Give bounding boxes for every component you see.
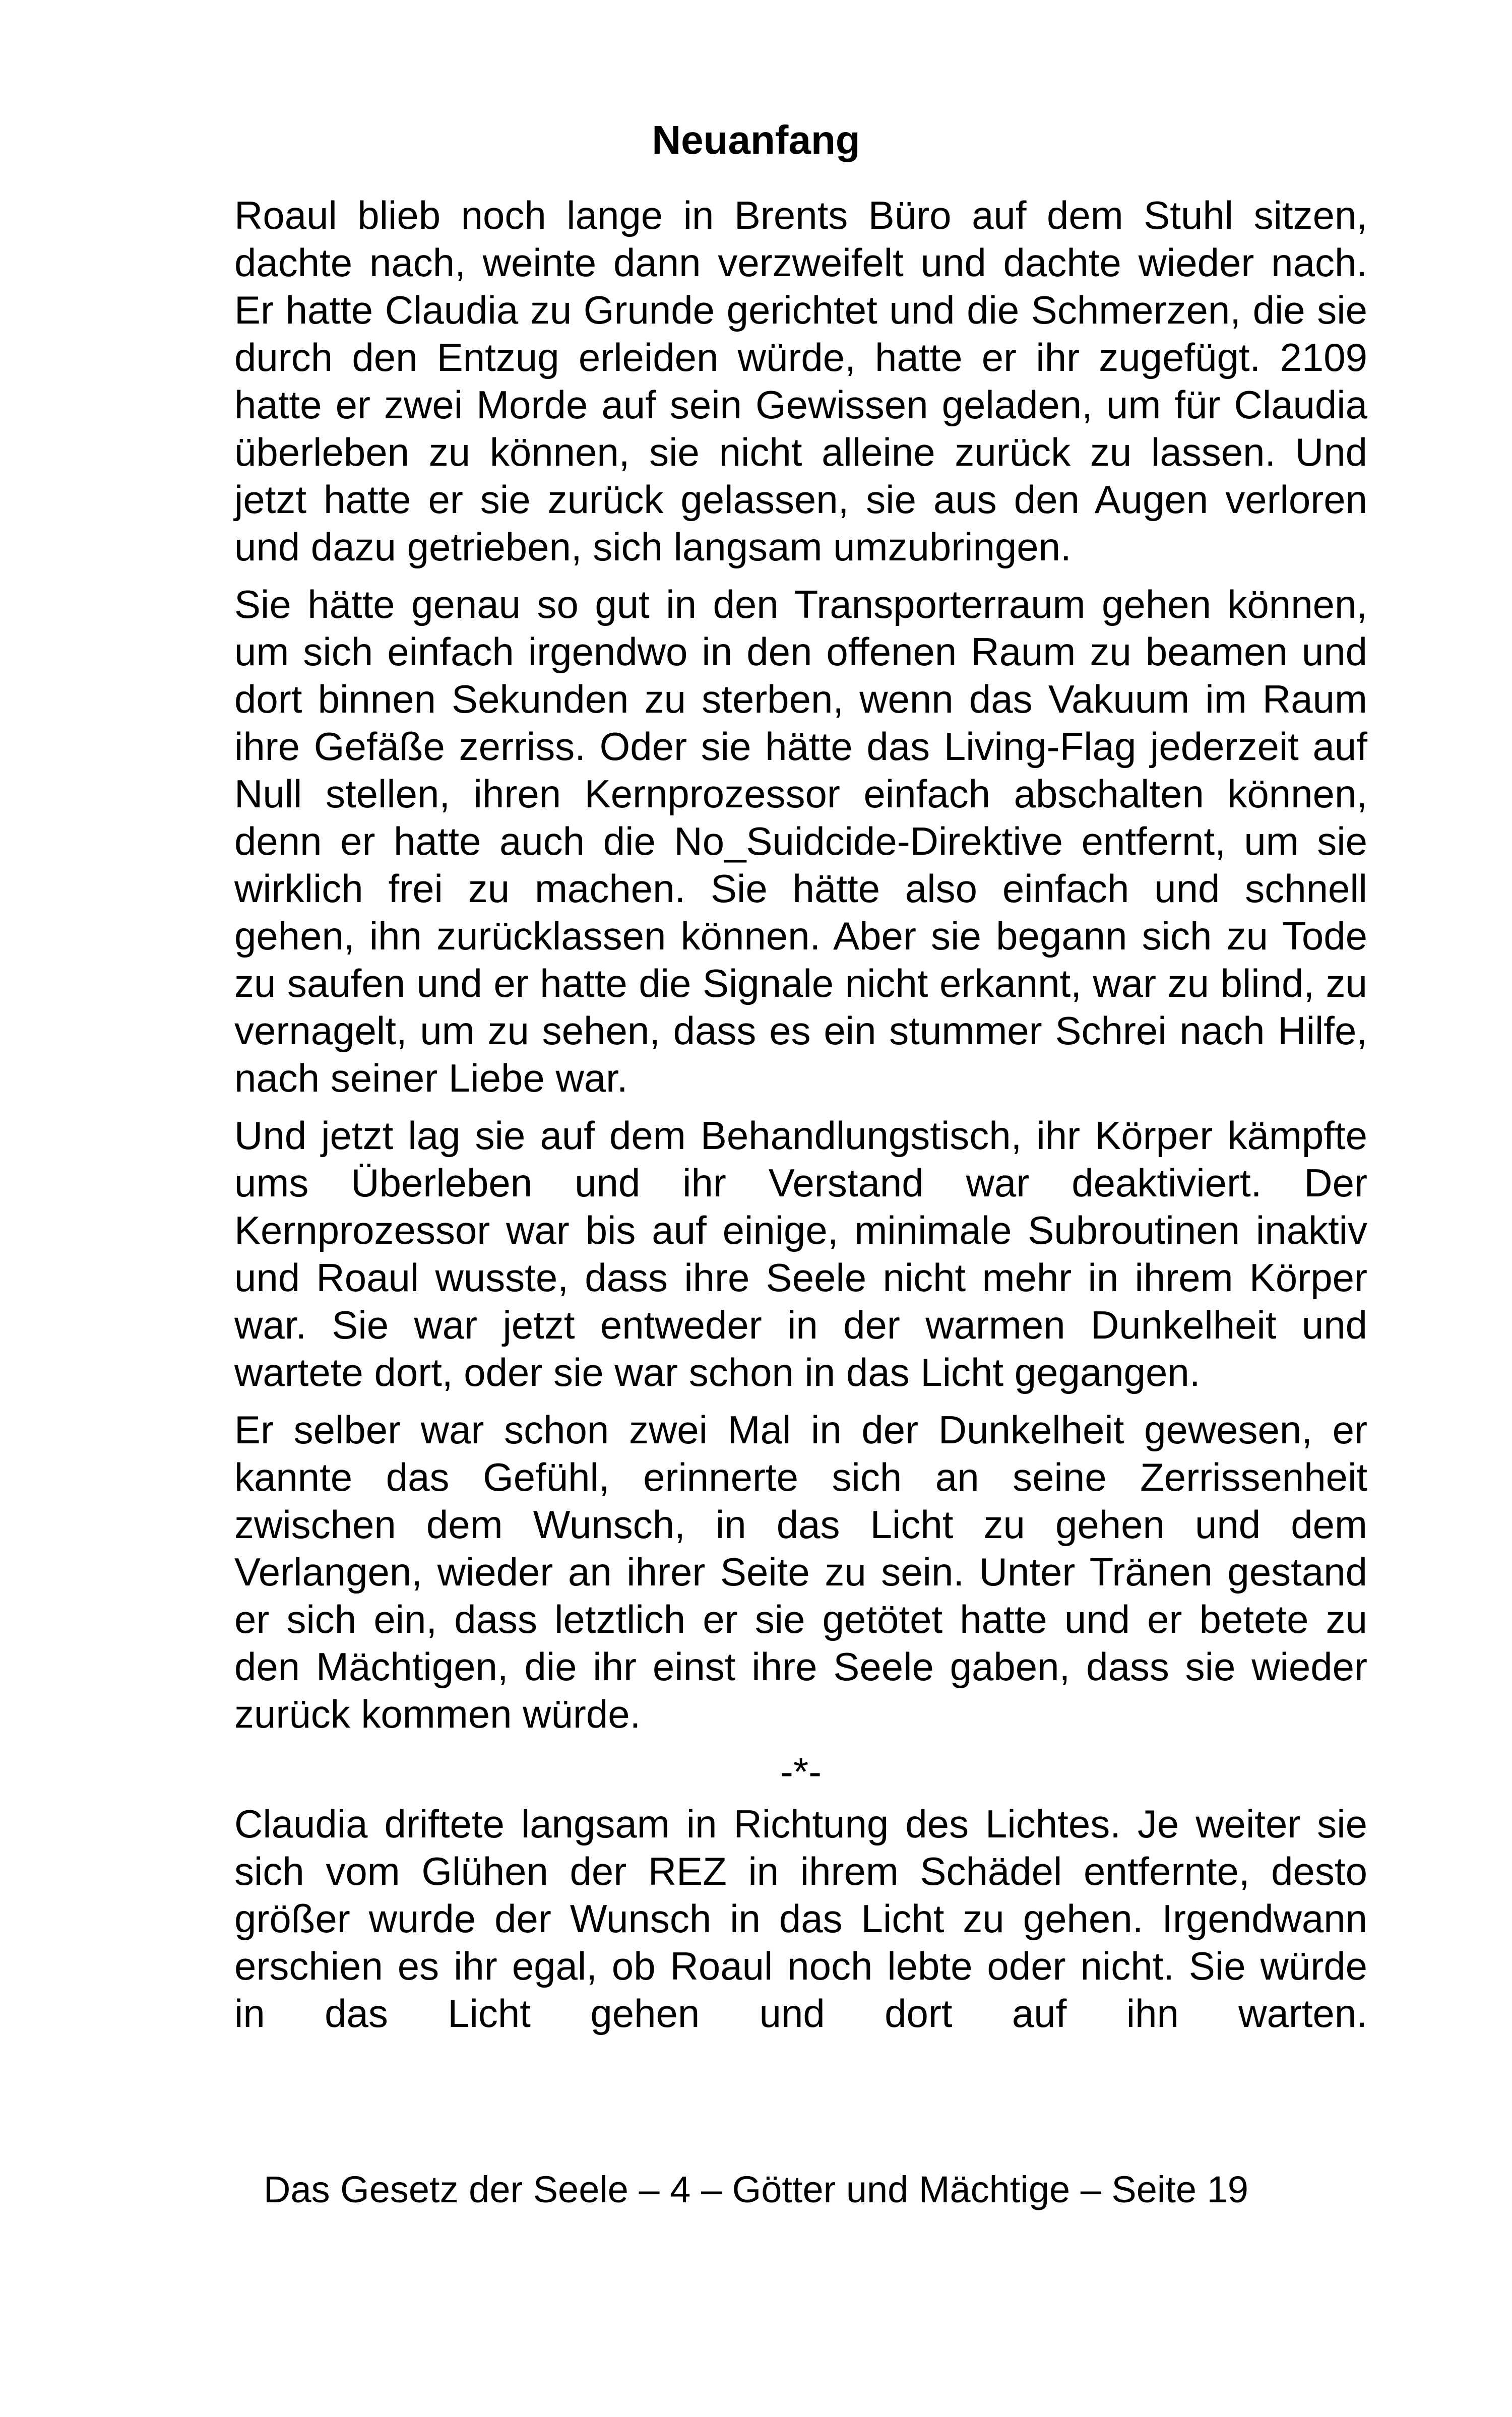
paragraph: Sie hätte genau so gut in den Transporterraum gehen können, um sich einfach irgendwo in den offenen Raum zu beamen und dort binnen Sekunden zu sterben, wenn das Vakuum im Raum ihre Gefäße zerriss. Oder sie hätte das Living-Flag jederzeit auf Null stellen, ihren Kernprozessor einfach abschalten können, denn er hatte auch die No_Suidcide-Direktive entfernt, um sie wirklich frei zu machen. Sie hätte also einfach und schnell gehen, ihn zurücklassen können. Aber sie begann sich zu Tode zu saufen und er hatte die Signale nicht erkannt, war zu blind, zu vernagelt, um zu sehen, dass es ein stummer Schrei nach Hilfe, nach seiner Liebe war.	[234, 582, 1367, 1100]
paragraph: Und jetzt lag sie auf dem Behandlungstisch, ihr Körper kämpfte ums Überleben und ihr Verstand war deaktiviert. Der Kernprozessor war bis auf einige, minimale Subroutinen inaktiv und Roaul wusste, dass ihre Seele nicht mehr in ihrem Körper war. Sie war jetzt entweder in der warmen Dunkelheit und wartete dort, oder sie war schon in das Licht gegangen.	[234, 1113, 1367, 1394]
scene-separator: -*-	[780, 1749, 822, 1794]
paragraph: Roaul blieb noch lange in Brents Büro auf dem Stuhl sitzen, dachte nach, weinte dann verzweifelt und dachte wieder nach. Er hatte Claudia zu Grunde gerichtet und die Schmerzen, die sie durch den Entzug erleiden würde, hatte er ihr zugefügt. 2109 hatte er zwei Morde auf sein Gewissen geladen, um für Claudia überleben zu können, sie nicht alleine zurück zu lassen. Und jetzt hatte er sie zurück gelassen, sie aus den Augen verloren und dazu getrieben, sich langsam umzubringen.	[234, 193, 1367, 569]
closing-paragraph: Claudia driftete langsam in Richtung des Lichtes. Je weiter sie sich vom Glühen der REZ in ihrem Schädel entfernte, desto größer wurde der Wunsch in das Licht zu gehen. Irgendwann erschien es ihr egal, ob Roaul noch lebte oder nicht. Sie würde in das Licht gehen und dort auf ihn warten.	[234, 1802, 1367, 2036]
paragraph: Er selber war schon zwei Mal in der Dunkelheit gewesen, er kannte das Gefühl, erinnerte sich an seine Zerrissenheit zwischen dem Wunsch, in das Licht zu gehen und dem Verlangen, wieder an ihrer Seite zu sein. Unter Tränen gestand er sich ein, dass letztlich er sie getötet hatte und er betete zu den Mächtigen, die ihr einst ihre Seele gaben, dass sie wieder zurück kommen würde.	[234, 1408, 1367, 1736]
page-footer: Das Gesetz der Seele – 4 – Götter und Mächtige – Seite 19	[264, 2169, 1248, 2210]
chapter-title: Neuanfang	[652, 117, 860, 162]
body-text	[234, 192, 1367, 2047]
